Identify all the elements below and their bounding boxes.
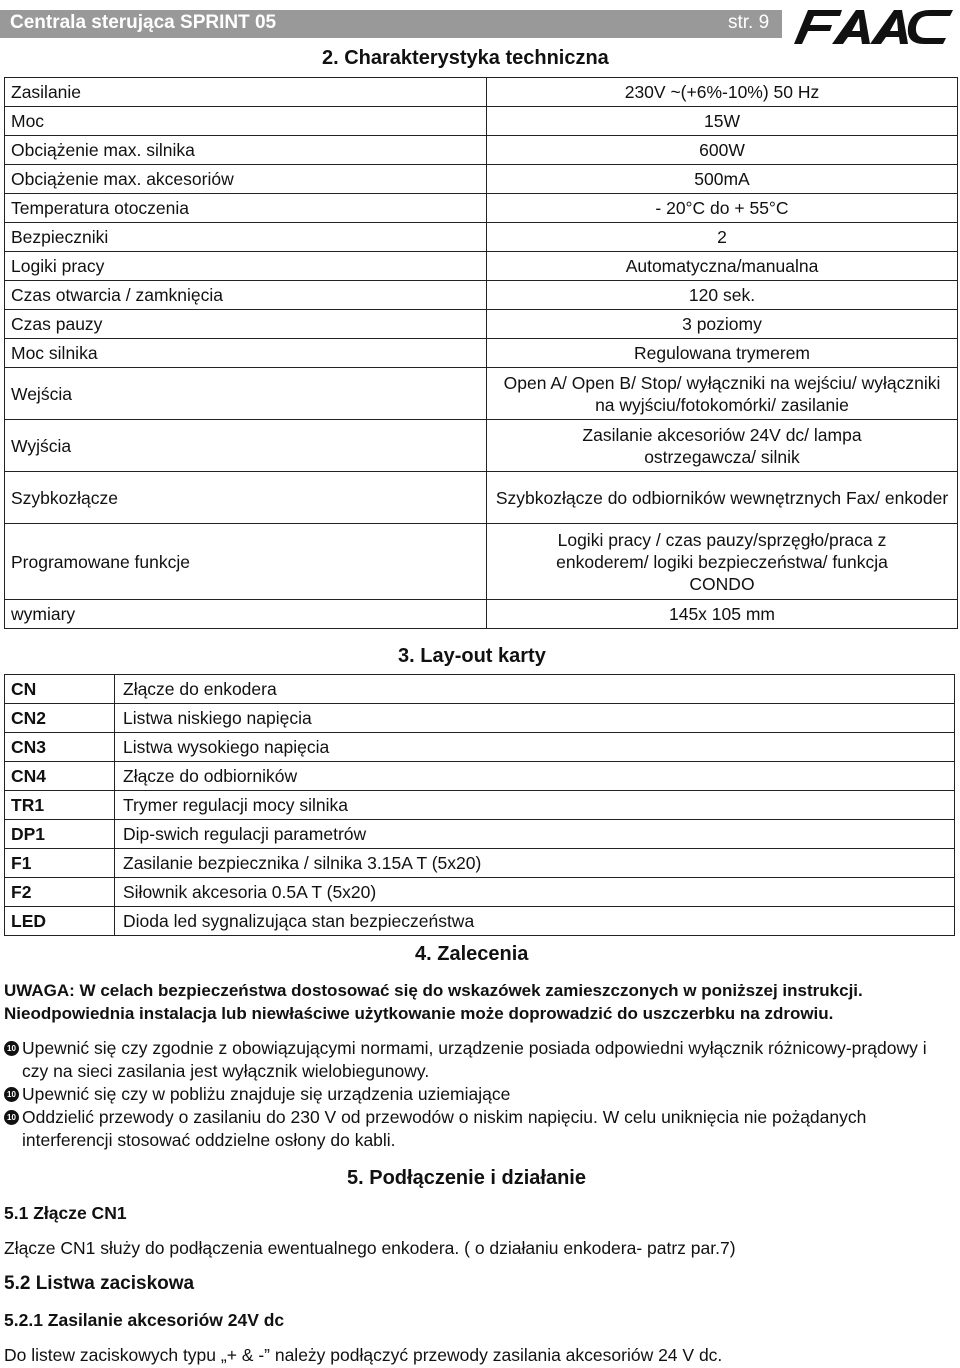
component-code: CN [5,675,115,704]
component-code: CN4 [5,762,115,791]
bullet-number-icon: 10 [4,1087,19,1102]
spec-row [5,107,958,136]
spec-value: 600W [487,136,958,165]
layout-row [5,762,955,791]
component-code: CN3 [5,733,115,762]
spec-row [5,78,958,107]
warning-text: Nieodpowiednia instalacja lub niewłaściwe użytkowanie może doprowadzić do uszczerbku na zdrowiu. [4,1004,834,1023]
spec-label: Moc silnika [5,339,487,368]
spec-value: - 20°C do + 55°C [487,194,958,223]
component-description: Złącze do odbiorników [115,762,954,791]
subsection-5-2-heading: 5.2 Listwa zaciskowa [4,1273,195,1294]
component-description: Złącze do enkodera [115,675,954,704]
spec-row [5,339,958,368]
spec-label: Obciążenie max. akcesoriów [5,165,487,194]
recommendation-text: Upewnić się czy w pobliżu znajduje się urządzenia uziemiające [22,1084,511,1104]
spec-label: Czas pauzy [5,310,487,339]
spec-label: Wyjścia [5,420,487,472]
layout-row [5,849,955,878]
row-spacer [953,878,954,907]
spec-label: Logiki pracy [5,252,487,281]
bullet-number-icon: 10 [4,1110,19,1125]
spec-row [5,194,958,223]
layout-row [5,675,955,704]
spec-label: Moc [5,107,487,136]
spec-label: Zasilanie [5,78,487,107]
spec-row [5,524,958,600]
section-5-heading: 5. Podłączenie i działanie [347,1167,586,1189]
spec-row [5,223,958,252]
component-code: LED [5,907,115,936]
component-code: F2 [5,878,115,907]
component-code: F1 [5,849,115,878]
subsection-5-2-1-heading: 5.2.1 Zasilanie akcesoriów 24V dc [4,1310,285,1330]
spec-label: Temperatura otoczenia [5,194,487,223]
bullet-number-icon: 10 [4,1041,19,1056]
board-layout-table [4,674,955,936]
spec-label: Bezpieczniki [5,223,487,252]
spec-value: 230V ~(+6%-10%) 50 Hz [487,78,958,107]
page-number: str. 9 [728,12,770,33]
row-spacer [953,820,954,849]
section-2-heading: 2. Charakterystyka techniczna [322,47,609,69]
component-description: Zasilanie bezpiecznika / silnika 3.15A T (5x20) [115,849,954,878]
spec-value: 2 [487,223,958,252]
subsection-5-1-heading: 5.1 Złącze CN1 [4,1203,127,1223]
technical-spec-table [4,77,958,629]
subsection-5-2-1-text: Do listew zaciskowych typu „+ & -” należy podłączyć przewody zasilania akcesoriów 24 V dc. [4,1345,723,1365]
row-spacer [953,762,954,791]
row-spacer [953,733,954,762]
spec-row [5,281,958,310]
spec-row [5,368,958,420]
spec-row [5,600,958,629]
recommendation-item [4,1106,956,1152]
component-description: Dip-swich regulacji parametrów [115,820,954,849]
warning-text: UWAGA: W celach bezpieczeństwa dostosować się do wskazówek zamieszczonych w poniższej instrukcji. [4,981,863,1000]
spec-row [5,252,958,281]
spec-value: 120 sek. [487,281,958,310]
faac-logo [790,4,956,46]
spec-value: Szybkozłącze do odbiorników wewnętrznych Fax/ enkoder [487,472,958,524]
spec-row [5,420,958,472]
spec-row [5,136,958,165]
layout-row [5,907,955,936]
document-title: Centrala sterująca SPRINT 05 [10,12,277,33]
spec-value: 15W [487,107,958,136]
spec-value: 3 poziomy [487,310,958,339]
recommendation-text: Upewnić się czy zgodnie z obowiązującymi normami, urządzenie posiada odpowiedni wyłącznik różnicowy-prądowy i czy na sieci zasilania jest wyłącznik wielobiegunowy. [22,1038,927,1081]
component-description: Dioda led sygnalizująca stan bezpieczeństwa [115,907,954,936]
spec-label: Obciążenie max. silnika [5,136,487,165]
layout-row [5,820,955,849]
section-4-heading: 4. Zalecenia [415,943,529,965]
spec-row [5,472,958,524]
layout-row [5,878,955,907]
spec-label: Czas otwarcia / zamknięcia [5,281,487,310]
component-description: Trymer regulacji mocy silnika [115,791,954,820]
recommendation-text: Oddzielić przewody o zasilaniu do 230 V od przewodów o niskim napięciu. W celu uniknięcia nie pożądanych interferencji stosować oddzielne osłony do kabli. [22,1107,867,1150]
row-spacer [953,675,954,704]
layout-row [5,791,955,820]
component-description: Listwa wysokiego napięcia [115,733,954,762]
recommendation-item [4,1037,956,1083]
spec-label: Programowane funkcje [5,524,487,600]
spec-label: Wejścia [5,368,487,420]
spec-value: Automatyczna/manualna [487,252,958,281]
layout-row [5,704,955,733]
component-description: Listwa niskiego napięcia [115,704,954,733]
spec-label: Szybkozłącze [5,472,487,524]
spec-value: Open A/ Open B/ Stop/ wyłączniki na wejściu/ wyłączniki na wyjściu/fotokomórki/ zasilanie [487,368,958,420]
spec-value: 145x 105 mm [487,600,958,629]
subsection-5-1-text: Złącze CN1 służy do podłączenia ewentualnego enkodera. ( o działaniu enkodera- patrz par.7) [4,1238,736,1258]
recommendation-item [4,1083,956,1106]
row-spacer [953,849,954,878]
spec-label: wymiary [5,600,487,629]
section-3-heading: 3. Lay-out karty [398,645,546,667]
component-code: DP1 [5,820,115,849]
spec-row [5,310,958,339]
row-spacer [953,791,954,820]
spec-value: Logiki pracy / czas pauzy/sprzęgło/praca z enkoderem/ logiki bezpieczeństwa/ funkcja CONDO [487,524,958,600]
spec-value: 500mA [487,165,958,194]
component-code: CN2 [5,704,115,733]
spec-row [5,165,958,194]
layout-row [5,733,955,762]
row-spacer [953,907,954,936]
component-code: TR1 [5,791,115,820]
component-description: Siłownik akcesoria 0.5A T (5x20) [115,878,954,907]
row-spacer [953,704,954,733]
spec-value: Regulowana trymerem [487,339,958,368]
spec-value: Zasilanie akcesoriów 24V dc/ lampa ostrzegawcza/ silnik [487,420,958,472]
